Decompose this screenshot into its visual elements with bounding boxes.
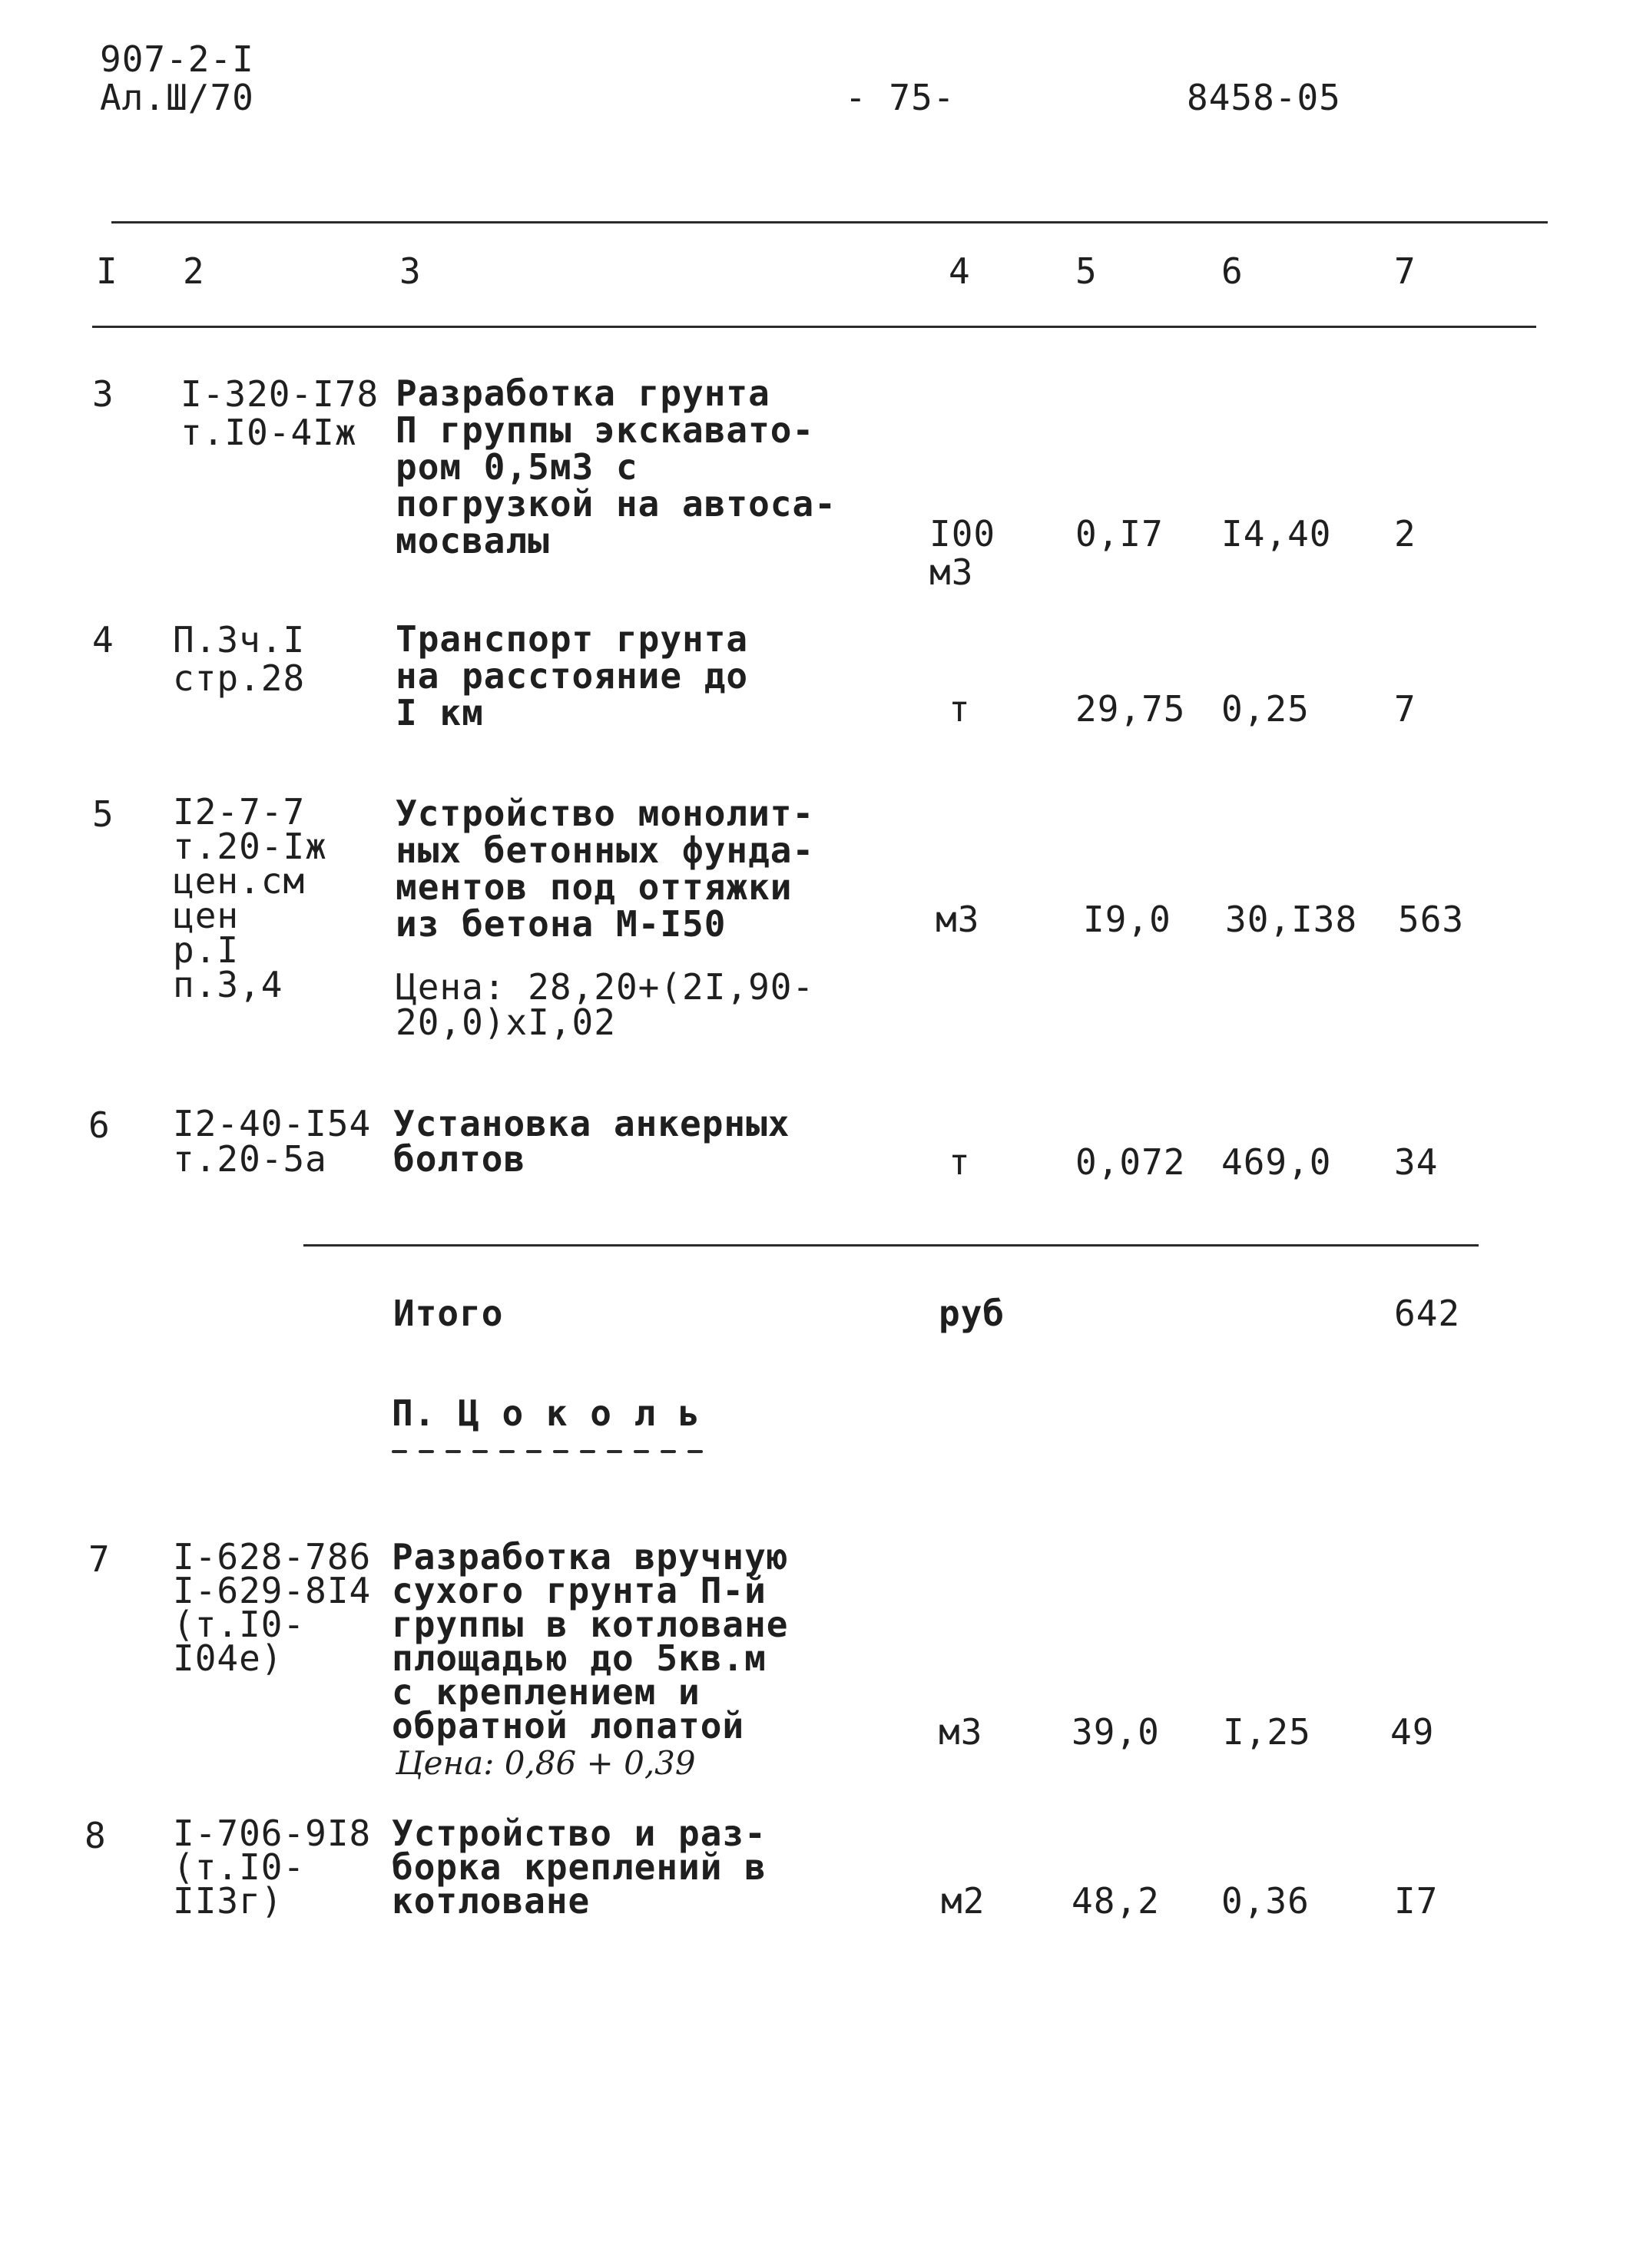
row-number: 5	[92, 793, 114, 835]
row-quantity: 0,072	[1075, 1141, 1186, 1183]
row-total: 34	[1394, 1141, 1439, 1183]
underline-dash	[634, 1450, 649, 1453]
row-quantity: 0,I7	[1075, 513, 1164, 555]
subtotal-total: 642	[1394, 1293, 1461, 1334]
row-price: I,25	[1223, 1711, 1311, 1753]
row-code: I-628-786 I-629-8I4 (т.I0- I04е)	[173, 1536, 372, 1679]
doc-code-line2: Ал.Ш/70	[100, 77, 254, 118]
underline-dash	[607, 1450, 622, 1453]
subtotal-unit: руб	[939, 1293, 1005, 1334]
section-title: П. Ц о к о л ь	[392, 1392, 701, 1434]
underline-dash	[446, 1450, 461, 1453]
doc-code-line1: 907-2-I	[100, 38, 254, 80]
row-unit: т	[949, 1141, 971, 1183]
underline-dash	[419, 1450, 434, 1453]
row-unit: т	[949, 688, 971, 730]
handwritten-price-note: Цена: 0,86 + 0,39	[396, 1744, 696, 1782]
row-price: 30,I38	[1225, 899, 1358, 940]
row-number: 4	[92, 619, 114, 661]
row-number: 7	[88, 1538, 111, 1580]
row-total: 49	[1390, 1711, 1435, 1753]
row-quantity: I9,0	[1083, 899, 1171, 940]
row-description: Разработка вручную сухого грунта П-й группы в котловане площадью до 5кв.м с креплением и обратной лопатой	[392, 1536, 789, 1747]
subtotal-label: Итого	[393, 1293, 504, 1334]
underline-dash	[472, 1450, 488, 1453]
price-formula: Цена: 28,20+(2I,90- 20,0)хI,02	[396, 966, 815, 1043]
table-header-rule	[92, 326, 1536, 328]
row-code: I-320-I78 т.I0-4Iж	[181, 373, 379, 453]
row-price: 0,36	[1221, 1880, 1310, 1922]
row-quantity: 39,0	[1072, 1711, 1160, 1753]
row-total: 563	[1398, 899, 1465, 940]
row-code: I-706-9I8 (т.I0- II3г)	[173, 1813, 372, 1922]
row-code: I2-40-I54 т.20-5а	[173, 1103, 372, 1180]
row-quantity: 29,75	[1075, 688, 1186, 730]
table-top-rule	[111, 221, 1548, 223]
subtotal-rule	[303, 1244, 1479, 1247]
column-header-4: 4	[949, 250, 971, 292]
underline-dash	[526, 1450, 542, 1453]
row-description: Установка анкерных болтов	[393, 1103, 790, 1180]
underline-dash	[499, 1450, 515, 1453]
row-total: I7	[1394, 1880, 1439, 1922]
row-code: I2-7-7 т.20-Iж цен.см цен р.I п.3,4	[173, 791, 327, 1005]
row-description: Устройство монолит- ных бетонных фунда- ментов под оттяжки из бетона М-I50	[396, 793, 815, 945]
row-price: 469,0	[1221, 1141, 1332, 1183]
column-header-1: I	[96, 250, 118, 292]
row-unit: м2	[941, 1880, 985, 1922]
row-total: 7	[1394, 688, 1416, 730]
underline-dash	[392, 1450, 407, 1453]
row-description: Разработка грунта П группы экскавато- ром 0,5м3 с погрузкой на автоса- мосвалы	[396, 372, 836, 561]
row-code: П.3ч.I стр.28	[173, 619, 306, 699]
row-number: 3	[92, 373, 114, 415]
row-price: I4,40	[1221, 513, 1332, 555]
column-header-5: 5	[1075, 250, 1098, 292]
underline-dash	[580, 1450, 595, 1453]
column-header-7: 7	[1394, 250, 1416, 292]
row-unit: м3	[936, 899, 980, 940]
row-description: Устройство и раз- борка креплений в котловане	[392, 1813, 767, 1922]
underline-dash	[553, 1450, 568, 1453]
underline-dash	[661, 1450, 676, 1453]
row-number: 8	[84, 1815, 107, 1856]
column-header-6: 6	[1221, 250, 1244, 292]
row-price: 0,25	[1221, 688, 1310, 730]
column-header-3: 3	[399, 250, 422, 292]
row-total: 2	[1394, 513, 1416, 555]
row-description: Транспорт грунта на расстояние до I км	[396, 618, 749, 733]
underline-dash	[687, 1450, 703, 1453]
column-header-2: 2	[183, 250, 205, 292]
row-number: 6	[88, 1104, 111, 1146]
row-unit: I00 м3	[929, 513, 996, 593]
doc-number: 8458-05	[1187, 77, 1341, 118]
page-number: - 75-	[845, 77, 956, 118]
row-unit: м3	[939, 1711, 983, 1753]
row-quantity: 48,2	[1072, 1880, 1160, 1922]
